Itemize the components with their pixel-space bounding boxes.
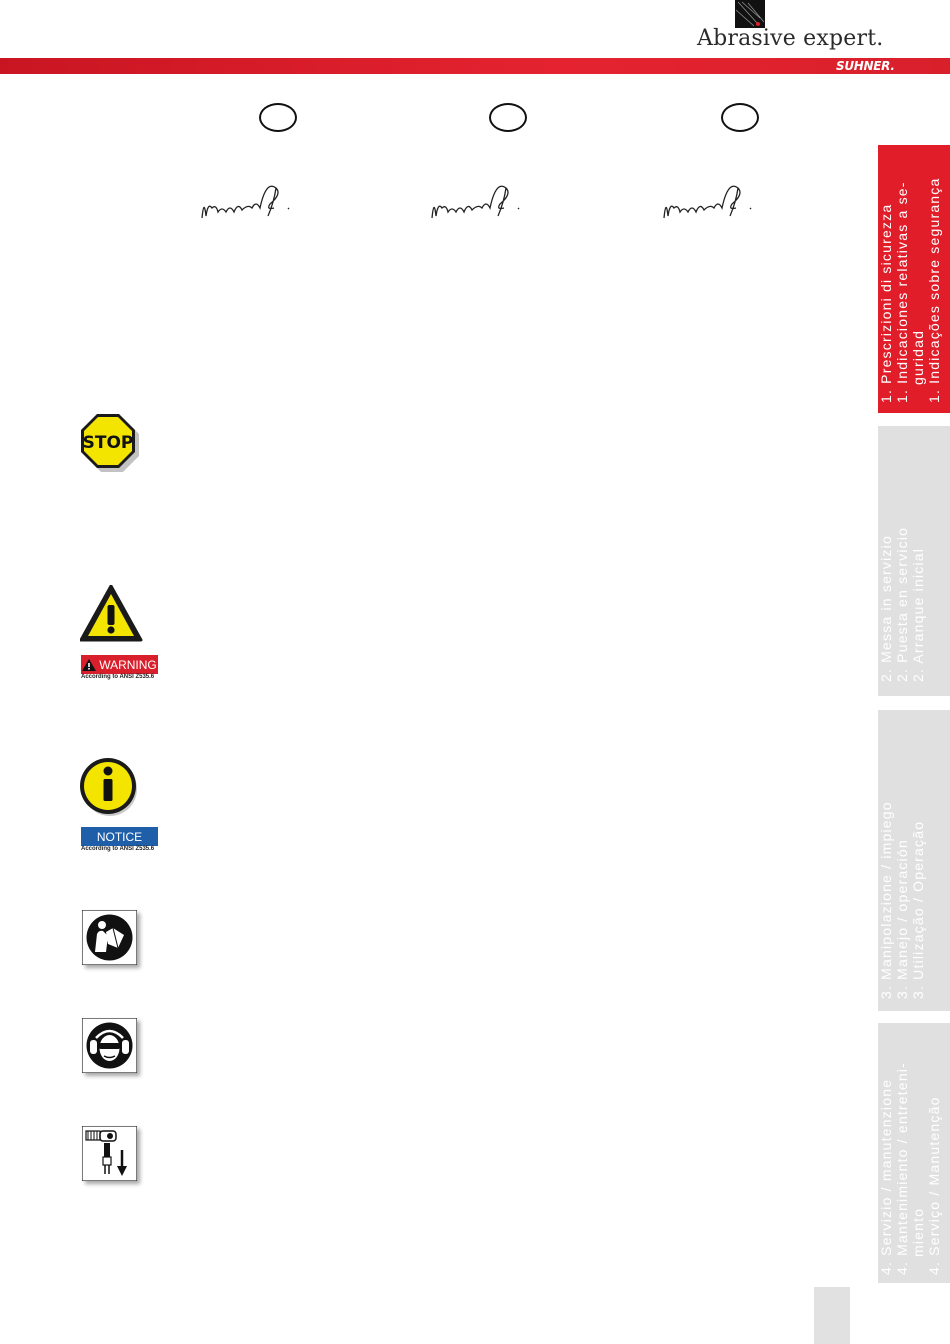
tab-safety[interactable]	[878, 145, 950, 413]
unplug-tool-icon	[82, 1126, 137, 1181]
tab-safety-line-4: 1. Indicações sobre segurança	[926, 177, 942, 403]
read-manual-icon	[82, 910, 137, 965]
signature-1	[196, 178, 296, 226]
tab-safety-line-1: 1. Prescrizioni di sicurezza	[878, 203, 894, 403]
signature-3	[658, 178, 758, 226]
stop-sign-icon	[79, 413, 141, 475]
warning-label-text: WARNING	[99, 657, 157, 672]
brand-title: Abrasive expert.	[697, 26, 884, 51]
warning-label	[81, 655, 158, 674]
header-red-bar	[0, 58, 950, 74]
warning-ansi-text: According to ANSI Z535.6	[81, 674, 155, 680]
tab-operation-line-2: 3. Manejo / operación	[894, 839, 910, 999]
tab-safety-line-2: 1. Indicaciones relativas a se-	[894, 181, 910, 403]
tab-operation-line-3: 3. Utilização / Operação	[910, 820, 926, 999]
tab-operation[interactable]	[878, 710, 950, 1011]
tab-maintenance-line-2: 4. Mantenimiento / entreteni-	[894, 1061, 910, 1275]
tab-safety-line-3: guridad	[910, 329, 926, 385]
warning-small-icon	[82, 659, 96, 671]
suhner-logo: SUHNER.	[836, 59, 895, 73]
notice-label	[81, 827, 158, 846]
tab-operation-line-1: 3. Manipolazione / impiego	[878, 801, 894, 999]
tab-maintenance-line-4: 4. Serviço / Manutenção	[926, 1096, 942, 1275]
warning-triangle-icon	[80, 585, 146, 645]
tab-startup-line-3: 2. Arranque inicial	[910, 547, 926, 682]
tab-startup-line-1: 2. Messa in servizio	[878, 535, 894, 682]
tab-maintenance[interactable]	[878, 1023, 950, 1283]
page-number-box	[814, 1287, 850, 1344]
stop-sign-text: STOP	[82, 433, 134, 453]
ear-eye-protection-icon	[82, 1018, 137, 1073]
tab-maintenance-line-3: miento	[910, 1207, 926, 1257]
approval-oval-3	[721, 103, 759, 132]
tab-startup[interactable]	[878, 426, 950, 696]
approval-oval-1	[259, 103, 297, 132]
notice-ansi-text: According to ANSI Z535.6	[81, 846, 155, 852]
approval-oval-2	[489, 103, 527, 132]
notice-label-text: NOTICE	[96, 829, 143, 844]
tab-maintenance-line-1: 4. Servizio / manutenzione	[878, 1078, 894, 1275]
tab-startup-line-2: 2. Puesta en servicio	[894, 526, 910, 682]
info-icon	[79, 756, 141, 818]
signature-2	[426, 178, 526, 226]
